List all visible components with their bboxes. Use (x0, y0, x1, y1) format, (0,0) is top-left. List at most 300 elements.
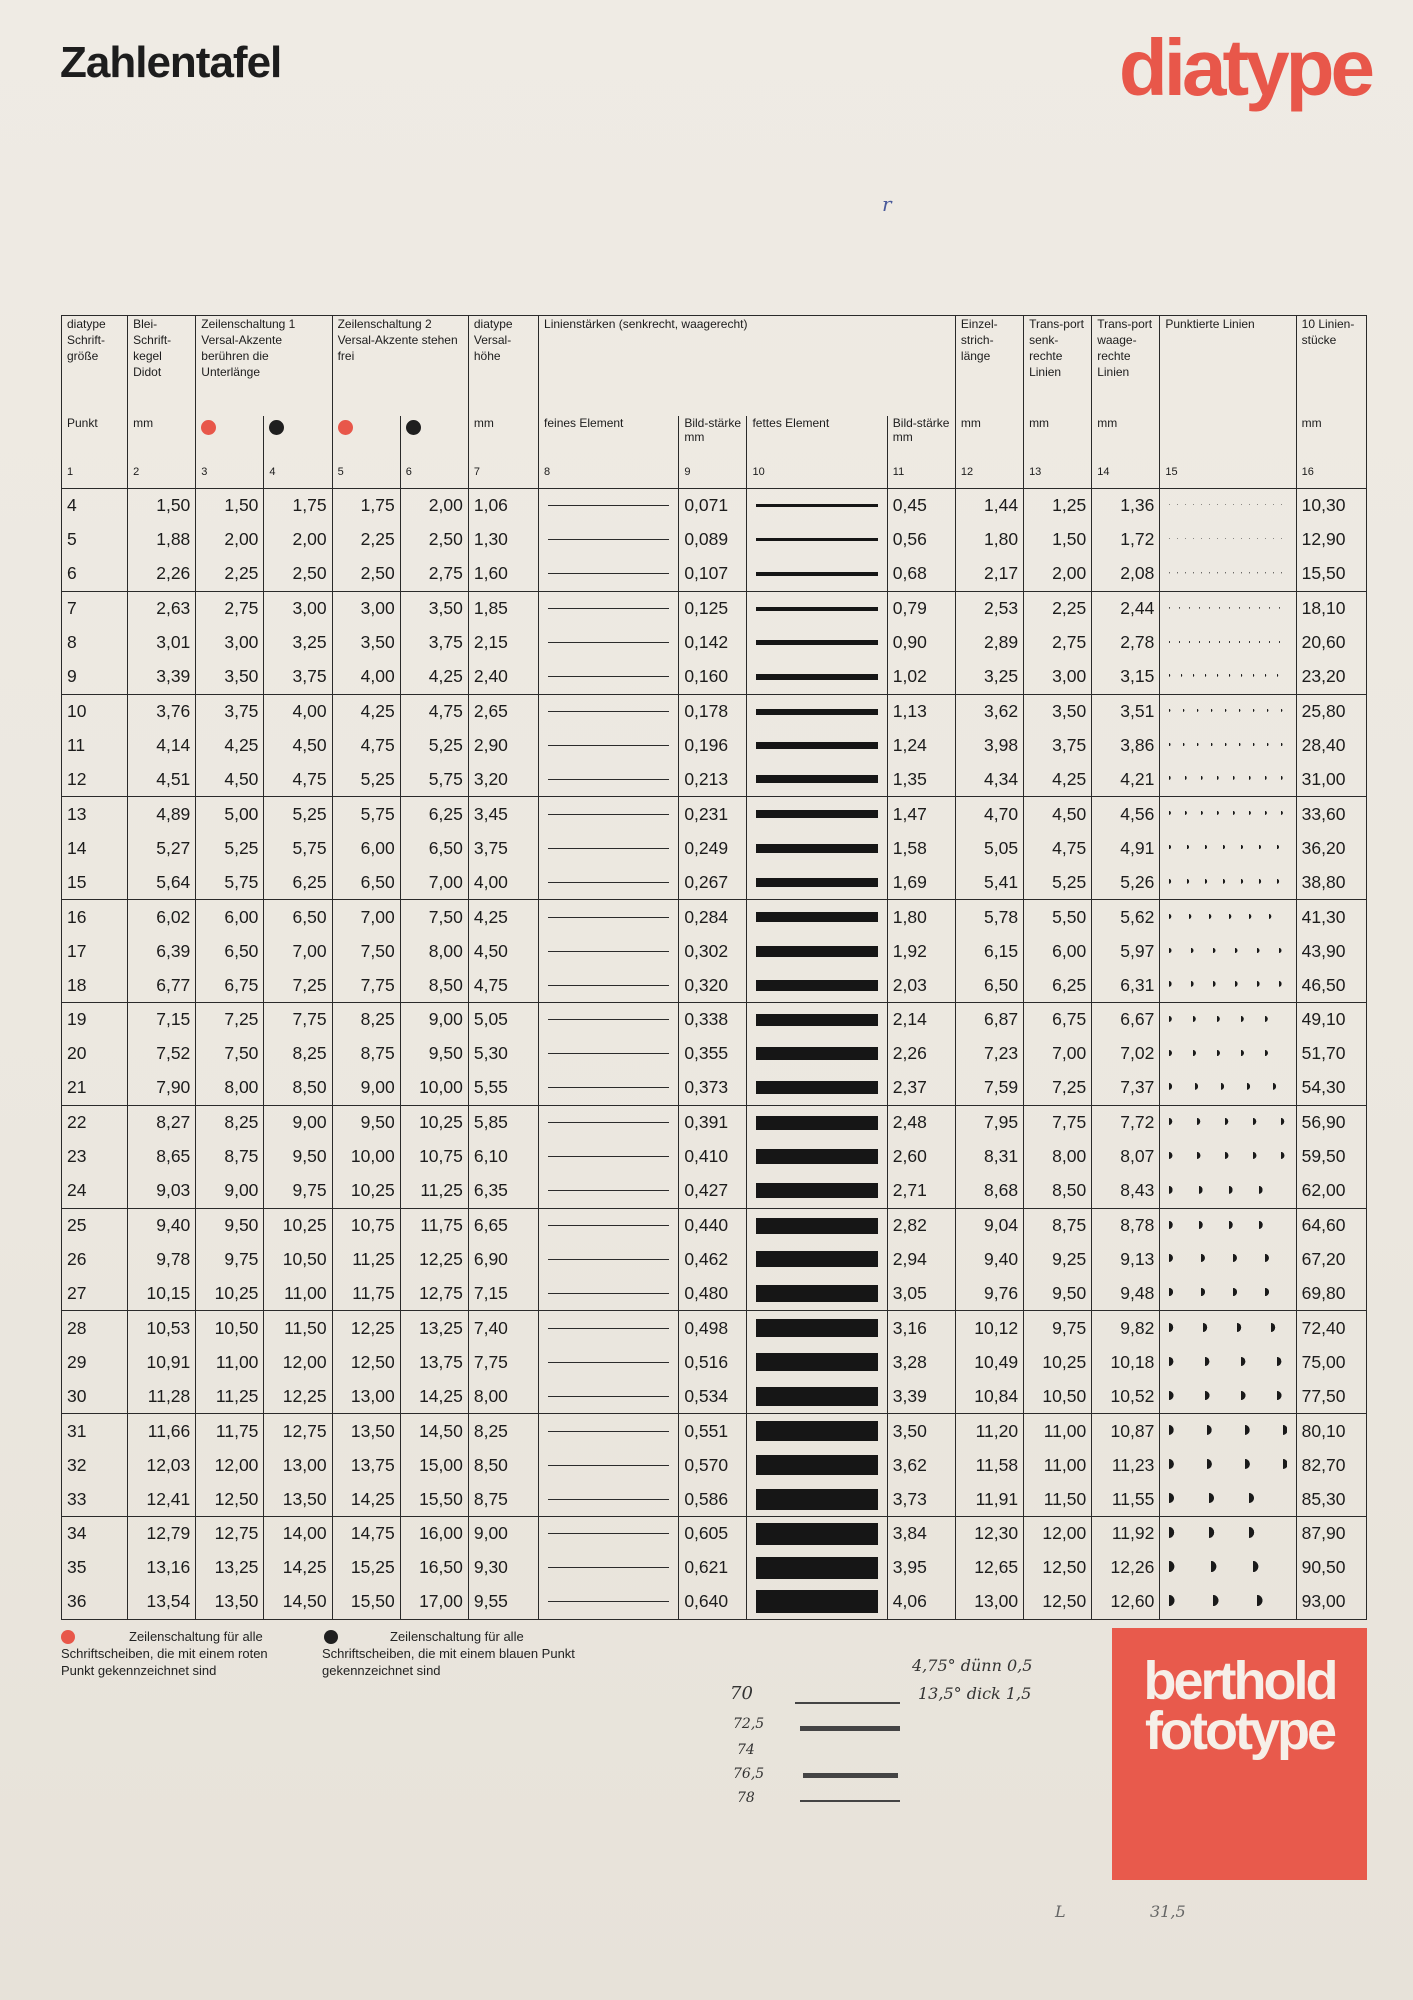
dotted-line-mark (1169, 743, 1286, 748)
table-cell: 11,92 (1092, 1516, 1160, 1550)
table-cell: 11,75 (332, 1276, 400, 1310)
table-cell: 0,79 (887, 591, 955, 625)
table-cell: 6,02 (128, 900, 196, 934)
table-cell: 4,21 (1092, 762, 1160, 796)
colnum-3: 3 (196, 466, 264, 489)
header-row-units (62, 416, 1367, 466)
table-row (62, 1208, 1367, 1242)
bold-line-sample (747, 1208, 887, 1242)
bold-line-sample (747, 1174, 887, 1208)
dotted-line-sample (1160, 831, 1296, 865)
bold-line-mark (756, 1557, 877, 1579)
unit-col12: mm (955, 416, 1023, 466)
table-cell: 9,50 (1024, 1276, 1092, 1310)
table-cell: 3,39 (887, 1379, 955, 1413)
table-cell: 41,30 (1296, 900, 1366, 934)
table-row (62, 523, 1367, 557)
table-cell: 1,50 (196, 489, 264, 523)
table-cell: 13,75 (400, 1345, 468, 1379)
table-cell: 5,25 (196, 831, 264, 865)
unit-col11: Bild-stärke mm (887, 416, 955, 466)
bold-line-mark (756, 1523, 877, 1545)
black-dot-icon (269, 420, 284, 435)
dotted-line-sample (1160, 729, 1296, 763)
fine-line-mark (548, 1431, 669, 1432)
table-cell: 12,00 (196, 1448, 264, 1482)
table-cell: 10,18 (1092, 1345, 1160, 1379)
bold-line-sample (747, 523, 887, 557)
header-zeilenschaltung-1: Zeilenschaltung 1 Versal-Akzente berühren die Unterlänge (196, 316, 332, 417)
table-cell: 1,50 (1024, 523, 1092, 557)
dotted-line-mark (1169, 1561, 1286, 1574)
fine-line-mark (548, 882, 669, 883)
handwritten-note-2: 13,5° dick 1,5 (918, 1684, 1032, 1703)
fine-line-mark (548, 1019, 669, 1020)
table-cell: 7,25 (1024, 1071, 1092, 1105)
table-cell: 11,00 (1024, 1414, 1092, 1448)
table-cell: 54,30 (1296, 1071, 1366, 1105)
table-cell: 4,75 (468, 968, 538, 1002)
dotted-line-sample (1160, 1208, 1296, 1242)
dotted-line-mark (1169, 1323, 1286, 1334)
colnum-15: 15 (1160, 466, 1296, 489)
table-cell: 4,25 (1024, 762, 1092, 796)
table-cell: 14,50 (264, 1585, 332, 1620)
table-cell: 10,25 (1024, 1345, 1092, 1379)
table-row (62, 1311, 1367, 1345)
table-cell: 87,90 (1296, 1516, 1366, 1550)
table-cell: 9,82 (1092, 1311, 1160, 1345)
table-cell: 3,76 (128, 694, 196, 728)
table-cell: 7,52 (128, 1037, 196, 1071)
table-cell: 80,10 (1296, 1414, 1366, 1448)
table-cell: 9,03 (128, 1174, 196, 1208)
table-cell: 3,62 (955, 694, 1023, 728)
table-cell: 5,50 (1024, 900, 1092, 934)
table-cell: 2,65 (468, 694, 538, 728)
table-cell: 1,35 (887, 762, 955, 796)
table-cell: 14,50 (400, 1414, 468, 1448)
table-cell: 7,00 (400, 865, 468, 899)
table-cell: 5 (62, 523, 128, 557)
bold-line-sample (747, 626, 887, 660)
table-row (62, 1140, 1367, 1174)
unit-col16: mm (1296, 416, 1366, 466)
table-cell: 2,00 (400, 489, 468, 523)
dotted-line-mark (1169, 948, 1286, 955)
table-cell: 9,40 (955, 1243, 1023, 1277)
table-cell: 0,142 (679, 626, 747, 660)
table-cell: 9,00 (196, 1174, 264, 1208)
table-cell: 1,24 (887, 729, 955, 763)
table-cell: 6,25 (1024, 968, 1092, 1002)
fine-line-sample (539, 1448, 679, 1482)
fine-line-mark (548, 1190, 669, 1191)
fine-line-mark (548, 1053, 669, 1054)
table-cell: 7,15 (128, 1002, 196, 1036)
unit-col9: Bild-stärke mm (679, 416, 747, 466)
table-cell: 7,50 (332, 934, 400, 968)
colnum-12: 12 (955, 466, 1023, 489)
table-cell: 0,231 (679, 797, 747, 831)
bold-line-mark (756, 1590, 877, 1613)
table-cell: 6,00 (196, 900, 264, 934)
bold-line-mark (756, 504, 877, 507)
table-cell: 49,10 (1296, 1002, 1366, 1036)
table-cell: 2,25 (1024, 591, 1092, 625)
table-cell: 12,25 (400, 1243, 468, 1277)
table-cell: 6,50 (332, 865, 400, 899)
table-cell: 72,40 (1296, 1311, 1366, 1345)
table-row (62, 1448, 1367, 1482)
unit-col7: mm (468, 416, 538, 466)
table-cell: 18 (62, 968, 128, 1002)
table-cell: 7,90 (128, 1071, 196, 1105)
logo-line1: berthold (1143, 1651, 1336, 1711)
table-cell: 8,27 (128, 1105, 196, 1139)
table-cell: 0,56 (887, 523, 955, 557)
table-cell: 17 (62, 934, 128, 968)
table-cell: 14,25 (400, 1379, 468, 1413)
dotted-line-mark (1169, 1391, 1286, 1402)
bold-line-mark (756, 1251, 877, 1267)
dotted-line-mark (1169, 709, 1286, 714)
fine-line-sample (539, 1037, 679, 1071)
table-cell: 1,80 (955, 523, 1023, 557)
table-cell: 2,50 (400, 523, 468, 557)
fine-line-sample (539, 865, 679, 899)
table-cell: 3,50 (887, 1414, 955, 1448)
table-cell: 0,107 (679, 557, 747, 591)
colnum-13: 13 (1024, 466, 1092, 489)
fine-line-mark (548, 1293, 669, 1294)
bold-line-mark (756, 674, 877, 680)
red-dot-col5 (332, 416, 400, 466)
table-cell: 8,31 (955, 1140, 1023, 1174)
table-cell: 5,25 (332, 762, 400, 796)
table-cell: 5,75 (264, 831, 332, 865)
table-cell: 3,00 (332, 591, 400, 625)
table-cell: 10,91 (128, 1345, 196, 1379)
table-cell: 9,00 (332, 1071, 400, 1105)
table-cell: 12,79 (128, 1516, 196, 1550)
table-cell: 3,62 (887, 1448, 955, 1482)
table-cell: 69,80 (1296, 1276, 1366, 1310)
table-cell: 11,66 (128, 1414, 196, 1448)
table-cell: 13,54 (128, 1585, 196, 1620)
dotted-line-sample (1160, 797, 1296, 831)
bold-line-mark (756, 1183, 877, 1198)
table-cell: 59,50 (1296, 1140, 1366, 1174)
table-cell: 8,50 (1024, 1174, 1092, 1208)
table-cell: 16 (62, 900, 128, 934)
dotted-line-mark (1169, 1527, 1286, 1540)
bold-line-sample (747, 1243, 887, 1277)
fine-line-sample (539, 1174, 679, 1208)
table-cell: 5,62 (1092, 900, 1160, 934)
table-cell: 11,00 (1024, 1448, 1092, 1482)
table-cell: 46,50 (1296, 968, 1366, 1002)
table-cell: 6,50 (264, 900, 332, 934)
dotted-line-sample (1160, 1140, 1296, 1174)
table-cell: 2,90 (468, 729, 538, 763)
table-cell: 10,75 (400, 1140, 468, 1174)
table-cell: 10,49 (955, 1345, 1023, 1379)
header-linienstaerken: Linienstärken (senkrecht, waagerecht) (539, 316, 956, 417)
dotted-line-sample (1160, 762, 1296, 796)
table-cell: 2,17 (955, 557, 1023, 591)
table-cell: 9,75 (264, 1174, 332, 1208)
table-cell: 3,15 (1092, 660, 1160, 694)
dotted-line-sample (1160, 1551, 1296, 1585)
table-cell: 1,60 (468, 557, 538, 591)
table-cell: 5,55 (468, 1071, 538, 1105)
table-cell: 13,50 (332, 1414, 400, 1448)
table-cell: 10,25 (196, 1276, 264, 1310)
table-row (62, 1002, 1367, 1036)
table-cell: 11,75 (196, 1414, 264, 1448)
logo-line2: fototype (1145, 1701, 1334, 1761)
table-cell: 12,50 (196, 1482, 264, 1516)
table-cell: 27 (62, 1276, 128, 1310)
bold-line-mark (756, 946, 877, 957)
table-cell: 14,75 (332, 1516, 400, 1550)
table-row (62, 1243, 1367, 1277)
bold-line-mark (756, 775, 877, 783)
dotted-line-mark (1169, 1016, 1286, 1024)
table-cell: 10,25 (264, 1208, 332, 1242)
table-cell: 4,00 (264, 694, 332, 728)
table-cell: 7,00 (1024, 1037, 1092, 1071)
table-cell: 0,160 (679, 660, 747, 694)
table-cell: 2,75 (400, 557, 468, 591)
table-cell: 7,59 (955, 1071, 1023, 1105)
table-cell: 11,00 (196, 1345, 264, 1379)
table-cell: 7,15 (468, 1276, 538, 1310)
bold-line-mark (756, 1387, 877, 1406)
fine-line-sample (539, 797, 679, 831)
table-row (62, 831, 1367, 865)
table-row (62, 1585, 1367, 1620)
table-cell: 3,75 (1024, 729, 1092, 763)
unit-col1: Punkt (62, 416, 128, 466)
red-dot-icon (201, 420, 216, 435)
table-cell: 11,75 (400, 1208, 468, 1242)
table-cell: 13,75 (332, 1448, 400, 1482)
fine-line-mark (548, 1499, 669, 1500)
table-cell: 12,90 (1296, 523, 1366, 557)
table-cell: 3,50 (332, 626, 400, 660)
table-cell: 10,25 (332, 1174, 400, 1208)
table-cell: 0,440 (679, 1208, 747, 1242)
table-cell: 10,25 (400, 1105, 468, 1139)
table-row (62, 1516, 1367, 1550)
table-cell: 31,00 (1296, 762, 1366, 796)
table-cell: 9 (62, 660, 128, 694)
table-cell: 5,30 (468, 1037, 538, 1071)
bold-line-mark (756, 572, 877, 576)
table-cell: 9,25 (1024, 1243, 1092, 1277)
table-cell: 13,00 (955, 1585, 1023, 1620)
bold-line-mark (756, 1081, 877, 1094)
table-cell: 8,68 (955, 1174, 1023, 1208)
table-cell: 9,50 (196, 1208, 264, 1242)
fine-line-sample (539, 591, 679, 625)
table-cell: 3,95 (887, 1551, 955, 1585)
table-cell: 4,00 (468, 865, 538, 899)
table-cell: 11,25 (196, 1379, 264, 1413)
table-row (62, 1037, 1367, 1071)
fine-line-mark (548, 573, 669, 574)
dotted-line-sample (1160, 523, 1296, 557)
table-cell: 12,50 (332, 1345, 400, 1379)
table-cell: 7,50 (400, 900, 468, 934)
bold-line-mark (756, 878, 877, 887)
table-cell: 0,640 (679, 1585, 747, 1620)
berthold-fototype-logo (1112, 1628, 1367, 1880)
table-cell: 28 (62, 1311, 128, 1345)
handwritten-note-1: 4,75° dünn 0,5 (912, 1656, 1033, 1675)
table-cell: 85,30 (1296, 1482, 1366, 1516)
table-cell: 16,50 (400, 1551, 468, 1585)
table-cell: 36 (62, 1585, 128, 1620)
table-cell: 12,50 (1024, 1551, 1092, 1585)
handwritten-blue-mark: r (882, 192, 892, 216)
table-cell: 4,91 (1092, 831, 1160, 865)
legend-red: Zeilenschaltung für alle Schriftscheiben, die mit einem roten Punkt gekennzeichnet sind (61, 1629, 268, 1678)
dotted-line-mark (1169, 1493, 1286, 1505)
table-cell: 5,75 (332, 797, 400, 831)
dotted-line-mark (1169, 1050, 1286, 1058)
dotted-line-sample (1160, 660, 1296, 694)
table-row (62, 729, 1367, 763)
header-row-titles (62, 316, 1367, 417)
table-cell: 1,92 (887, 934, 955, 968)
handwritten-number-2: 72,5 (733, 1716, 765, 1732)
table-cell: 0,551 (679, 1414, 747, 1448)
dotted-line-sample (1160, 1243, 1296, 1277)
colnum-6: 6 (400, 466, 468, 489)
colnum-2: 2 (128, 466, 196, 489)
header-col12: Einzel-strich-länge (955, 316, 1023, 417)
table-cell: 2,03 (887, 968, 955, 1002)
fine-line-sample (539, 968, 679, 1002)
dotted-line-mark (1169, 504, 1286, 507)
table-cell: 34 (62, 1516, 128, 1550)
table-cell: 1,30 (468, 523, 538, 557)
dotted-line-mark (1169, 1595, 1286, 1608)
table-cell: 3,50 (196, 660, 264, 694)
table-cell: 2,00 (1024, 557, 1092, 591)
table-cell: 8,25 (468, 1414, 538, 1448)
table-cell: 7,75 (1024, 1105, 1092, 1139)
dotted-line-mark (1169, 1254, 1286, 1264)
colnum-4: 4 (264, 466, 332, 489)
table-cell: 23,20 (1296, 660, 1366, 694)
table-cell: 13,25 (400, 1311, 468, 1345)
unit-col10: fettes Element (747, 416, 887, 466)
table-cell: 0,516 (679, 1345, 747, 1379)
table-cell: 2,50 (264, 557, 332, 591)
table-cell: 62,00 (1296, 1174, 1366, 1208)
bold-line-sample (747, 1140, 887, 1174)
fine-line-mark (548, 1156, 669, 1157)
table-row (62, 1105, 1367, 1139)
bold-line-mark (756, 742, 877, 749)
table-cell: 7 (62, 591, 128, 625)
table-cell: 10,12 (955, 1311, 1023, 1345)
table-cell: 2,26 (887, 1037, 955, 1071)
table-cell: 11,00 (264, 1276, 332, 1310)
table-cell: 20,60 (1296, 626, 1366, 660)
table-cell: 9,30 (468, 1551, 538, 1585)
table-cell: 11,23 (1092, 1448, 1160, 1482)
colnum-14: 14 (1092, 466, 1160, 489)
table-cell: 28,40 (1296, 729, 1366, 763)
fine-line-sample (539, 1585, 679, 1620)
table-cell: 3,51 (1092, 694, 1160, 728)
fine-line-mark (548, 711, 669, 712)
table-cell: 31 (62, 1414, 128, 1448)
table-cell: 2,44 (1092, 591, 1160, 625)
unit-col14: mm (1092, 416, 1160, 466)
table-cell: 9,00 (400, 1002, 468, 1036)
dotted-line-sample (1160, 968, 1296, 1002)
bold-line-sample (747, 831, 887, 865)
table-cell: 7,40 (468, 1311, 538, 1345)
table-cell: 8,25 (196, 1105, 264, 1139)
handwritten-line (800, 1800, 900, 1802)
table-row (62, 968, 1367, 1002)
table-cell: 8,75 (1024, 1208, 1092, 1242)
table-cell: 0,68 (887, 557, 955, 591)
dotted-line-sample (1160, 1311, 1296, 1345)
dotted-line-sample (1160, 1414, 1296, 1448)
table-cell: 6,50 (955, 968, 1023, 1002)
dotted-line-mark (1169, 1186, 1286, 1196)
table-cell: 82,70 (1296, 1448, 1366, 1482)
dotted-line-sample (1160, 1071, 1296, 1105)
table-cell: 3,84 (887, 1516, 955, 1550)
table-cell: 3,25 (955, 660, 1023, 694)
dotted-line-sample (1160, 934, 1296, 968)
unit-col13: mm (1024, 416, 1092, 466)
header-col14: Trans-port waage-rechte Linien (1092, 316, 1160, 417)
table-cell: 5,85 (468, 1105, 538, 1139)
table-cell: 0,373 (679, 1071, 747, 1105)
bold-line-sample (747, 489, 887, 523)
handwritten-line (795, 1702, 900, 1704)
table-cell: 7,00 (332, 900, 400, 934)
dotted-line-sample (1160, 1037, 1296, 1071)
table-cell: 7,75 (468, 1345, 538, 1379)
table-cell: 13,00 (264, 1448, 332, 1482)
table-cell: 1,88 (128, 523, 196, 557)
table-cell: 8,00 (400, 934, 468, 968)
bold-line-sample (747, 1585, 887, 1620)
table-cell: 0,071 (679, 489, 747, 523)
colnum-5: 5 (332, 466, 400, 489)
table-cell: 10,53 (128, 1311, 196, 1345)
bold-line-mark (756, 1218, 877, 1234)
fine-line-mark (548, 848, 669, 849)
table-cell: 12,65 (955, 1551, 1023, 1585)
table-cell: 56,90 (1296, 1105, 1366, 1139)
table-cell: 13,50 (196, 1585, 264, 1620)
bold-line-mark (756, 844, 877, 853)
table-cell: 8,50 (264, 1071, 332, 1105)
colnum-16: 16 (1296, 466, 1366, 489)
